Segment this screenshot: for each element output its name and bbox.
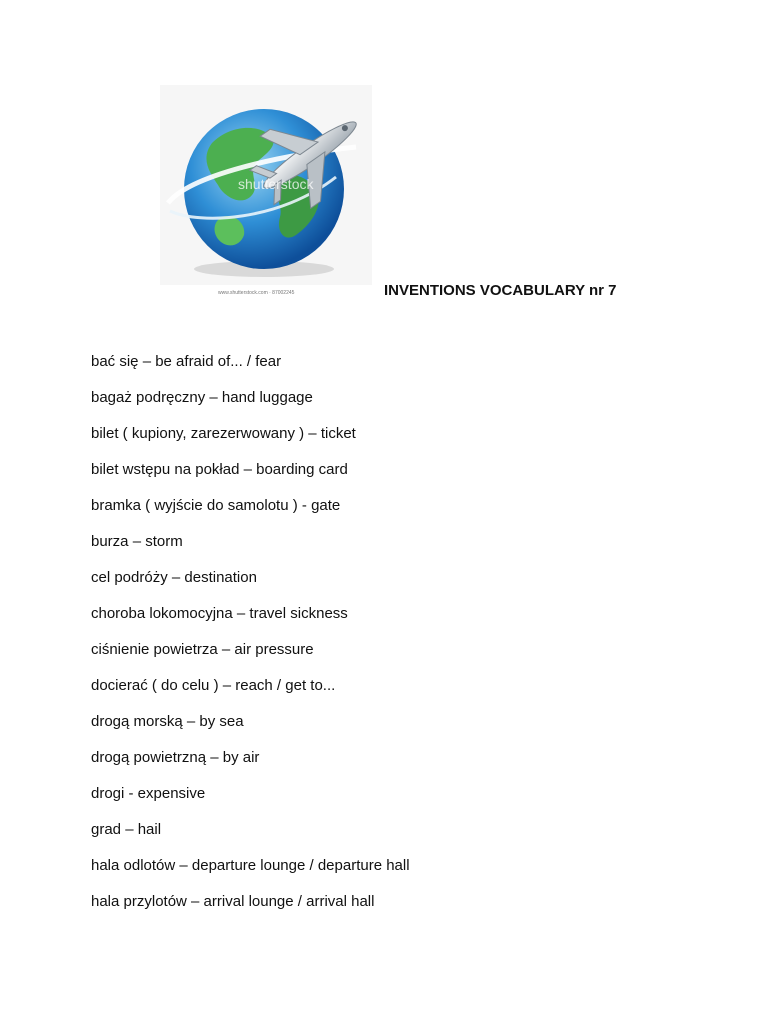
vocabulary-entry: choroba lokomocyjna – travel sickness bbox=[91, 605, 348, 622]
vocabulary-entry: ciśnienie powietrza – air pressure bbox=[91, 641, 314, 658]
vocabulary-entry: bilet wstępu na pokład – boarding card bbox=[91, 461, 348, 478]
vocabulary-list bbox=[91, 352, 410, 928]
vocabulary-entry: bagaż podręczny – hand luggage bbox=[91, 389, 313, 406]
globe-airplane-illustration bbox=[160, 85, 372, 297]
vocabulary-entry: bać się – be afraid of... / fear bbox=[91, 353, 282, 370]
vocabulary-entry: hala odlotów – departure lounge / departure hall bbox=[91, 857, 410, 874]
vocabulary-entry: drogą morską – by sea bbox=[91, 713, 244, 730]
watermark-text: shutterstock bbox=[238, 176, 314, 192]
vocabulary-entry: burza – storm bbox=[91, 533, 183, 550]
vocabulary-entry: drogi - expensive bbox=[91, 785, 206, 802]
document-title: INVENTIONS VOCABULARY nr 7 bbox=[384, 282, 617, 299]
vocabulary-entry: bramka ( wyjście do samolotu ) - gate bbox=[91, 497, 341, 514]
vocabulary-entry: drogą powietrzną – by air bbox=[91, 749, 260, 766]
vocabulary-entry: bilet ( kupiony, zarezerwowany ) – ticket bbox=[91, 425, 356, 442]
vocabulary-entry: hala przylotów – arrival lounge / arrival hall bbox=[91, 893, 375, 910]
image-caption: www.shutterstock.com · 87002245 bbox=[218, 290, 295, 296]
vocabulary-entry: grad – hail bbox=[91, 821, 162, 838]
vocabulary-entry: cel podróży – destination bbox=[91, 569, 257, 586]
globe-airplane-image bbox=[160, 85, 372, 297]
vocabulary-entry: docierać ( do celu ) – reach / get to... bbox=[91, 677, 336, 694]
